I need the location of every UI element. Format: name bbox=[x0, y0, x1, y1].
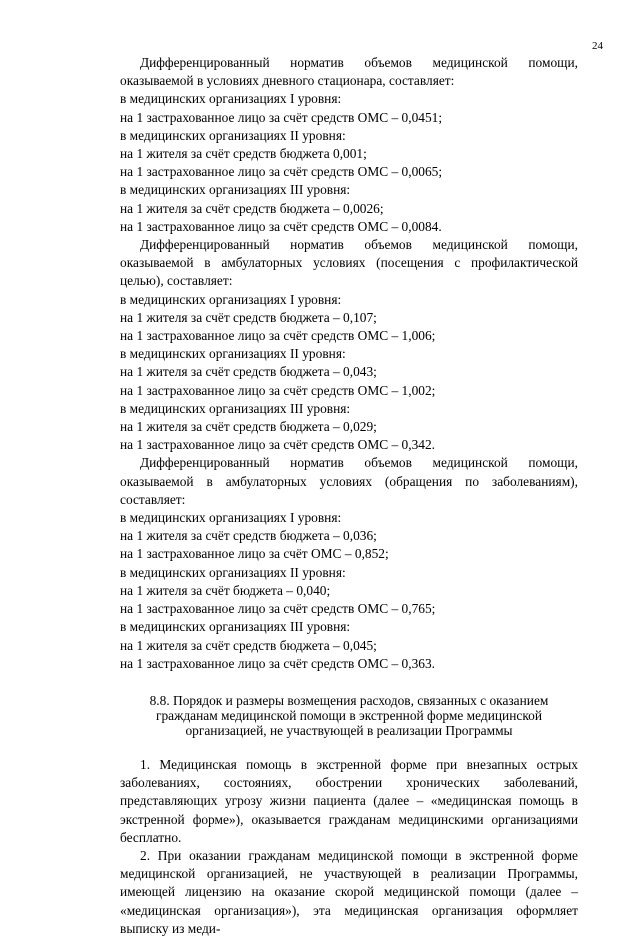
list-line: на 1 застрахованное лицо за счёт средств ОМС – 0,0065; bbox=[120, 164, 443, 180]
paragraph-preventive-visits-intro: Дифференцированный норматив объемов медицинской помощи, оказываемой в амбулаторных условиях (посещения с профилактической целью), составляет: bbox=[120, 237, 578, 289]
section-heading-line: гражданам медицинской помощи в экстренной форме медицинской bbox=[155, 707, 543, 723]
list-line: в медицинских организациях I уровня: bbox=[120, 510, 342, 526]
list-line: на 1 застрахованное лицо за счёт средств ОМС – 0,0451; bbox=[120, 109, 443, 125]
list-line: на 1 застрахованное лицо за счёт ОМС – 0,852; bbox=[120, 546, 389, 562]
list-line: в медицинских организациях II уровня: bbox=[120, 127, 346, 143]
paragraph-2: 2. При оказании гражданам медицинской помощи в экстренной форме медицинской организацией, не участвующей в реализации Программы, имеющей лицензию на оказание скорой медицинской помощи (далее – «медицинская организация»), эта медицинская организация оформляет выписку из меди- bbox=[120, 847, 578, 936]
section-heading-line: организацией, не участвующей в реализации Программы bbox=[185, 722, 513, 738]
list-line: на 1 застрахованное лицо за счёт средств ОМС – 0,342. bbox=[120, 437, 436, 453]
list-line: на 1 жителя за счёт бюджета – 0,040; bbox=[120, 582, 331, 598]
list-line: на 1 жителя за счёт средств бюджета – 0,0026; bbox=[120, 200, 384, 216]
section-heading bbox=[120, 693, 578, 738]
list-line: на 1 жителя за счёт средств бюджета – 0,043; bbox=[120, 364, 377, 380]
list-line: на 1 застрахованное лицо за счёт средств ОМС – 0,363. bbox=[120, 655, 436, 671]
list-line: на 1 застрахованное лицо за счёт средств ОМС – 0,765; bbox=[120, 601, 436, 617]
list-line: в медицинских организациях I уровня: bbox=[120, 291, 342, 307]
list-line: в медицинских организациях III уровня: bbox=[120, 400, 351, 416]
list-line: на 1 жителя за счёт средств бюджета – 0,036; bbox=[120, 528, 377, 544]
paragraph-1: 1. Медицинская помощь в экстренной форме при внезапных острых заболеваниях, состояниях, обострении хронических заболеваний, представляющих угрозу жизни пациента (далее – «медицинская помощь в экстренной форме»), оказывается гражданам медицинскими организациями бесплатно. bbox=[120, 756, 578, 845]
paragraph-day-hospital-intro: Дифференцированный норматив объемов медицинской помощи, оказываемой в условиях дневного стационара, составляет: bbox=[120, 55, 578, 89]
list-line: на 1 жителя за счёт средств бюджета – 0,045; bbox=[120, 637, 377, 653]
list-line: на 1 застрахованное лицо за счёт средств ОМС – 1,006; bbox=[120, 328, 436, 344]
list-line: в медицинских организациях II уровня: bbox=[120, 346, 346, 362]
document-body bbox=[120, 54, 578, 938]
list-line: на 1 жителя за счёт средств бюджета – 0,029; bbox=[120, 419, 377, 435]
paragraph-disease-visits-intro: Дифференцированный норматив объемов медицинской помощи, оказываемой в амбулаторных условиях (обращения по заболеваниям), составляет: bbox=[120, 455, 578, 507]
list-line: в медицинских организациях III уровня: bbox=[120, 619, 351, 635]
list-line: в медицинских организациях III уровня: bbox=[120, 182, 351, 198]
page-number: 24 bbox=[592, 40, 603, 52]
section-heading-line: 8.8. Порядок и размеры возмещения расходов, связанных с оказанием bbox=[149, 692, 549, 708]
list-line: на 1 застрахованное лицо за счёт средств ОМС – 0,0084. bbox=[120, 218, 442, 234]
list-line: на 1 жителя за счёт средств бюджета – 0,107; bbox=[120, 309, 377, 325]
list-line: на 1 жителя за счёт средств бюджета 0,001; bbox=[120, 146, 367, 162]
list-line: на 1 застрахованное лицо за счёт средств ОМС – 1,002; bbox=[120, 382, 436, 398]
list-line: в медицинских организациях I уровня: bbox=[120, 91, 342, 107]
list-line: в медицинских организациях II уровня: bbox=[120, 564, 346, 580]
